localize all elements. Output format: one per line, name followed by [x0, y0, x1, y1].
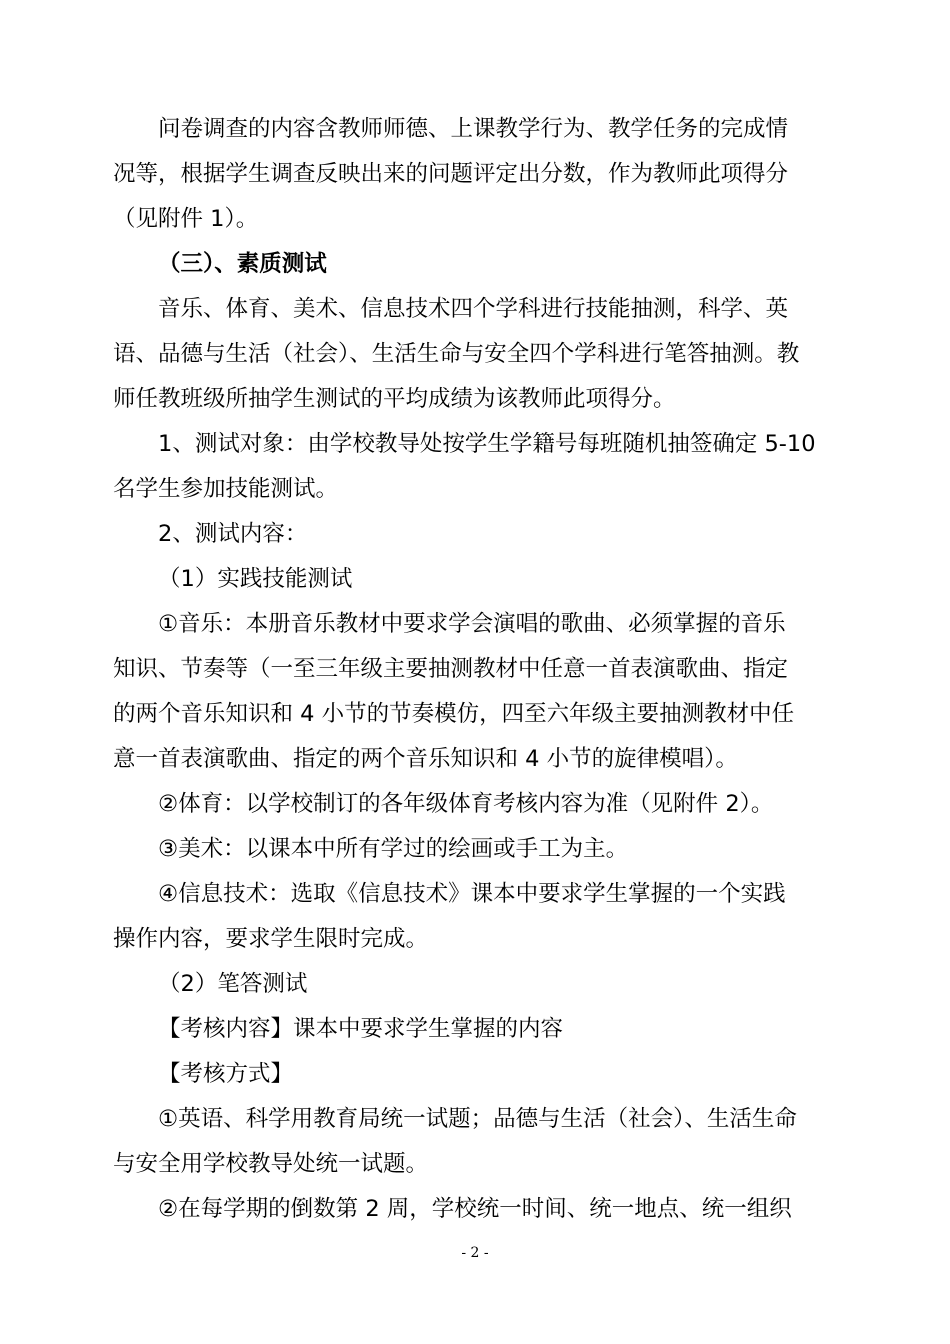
- paragraph-line: 知识、节奏等（一至三年级主要抽测教材中任意一首表演歌曲、指定: [113, 656, 789, 682]
- paragraph-line: 音乐、体育、美术、信息技术四个学科进行技能抽测，科学、英: [158, 296, 789, 322]
- paragraph-line: 【考核方式】: [158, 1061, 294, 1087]
- subsection-heading: （1）实践技能测试: [158, 566, 353, 592]
- paragraph-line: 意一首表演歌曲、指定的两个音乐知识和 4 小节的旋律模唱）。: [113, 746, 738, 772]
- paragraph-line: 操作内容，要求学生限时完成。: [113, 926, 429, 952]
- paragraph-line: 1、测试对象：由学校教导处按学生学籍号每班随机抽签确定 5-10: [158, 431, 816, 457]
- paragraph-line: ③美术：以课本中所有学过的绘画或手工为主。: [158, 836, 629, 862]
- paragraph-line: ②体育：以学校制订的各年级体育考核内容为准（见附件 2）。: [158, 791, 774, 817]
- paragraph-line: 语、品德与生活（社会）、生活生命与安全四个学科进行笔答抽测。教: [113, 341, 800, 367]
- section-heading: （三）、素质测试: [158, 251, 327, 277]
- paragraph-line: 的两个音乐知识和 4 小节的节奏模仿，四至六年级主要抽测教材中任: [113, 701, 795, 727]
- paragraph-line: 名学生参加技能测试。: [113, 476, 339, 502]
- document-body: [113, 107, 838, 1232]
- page-number: - 2 -: [461, 1245, 489, 1261]
- paragraph-line: 况等，根据学生调查反映出来的问题评定出分数，作为教师此项得分: [113, 161, 789, 187]
- paragraph-line: 2、测试内容：: [158, 521, 308, 547]
- paragraph-line: ②在每学期的倒数第 2 周，学校统一时间、统一地点、统一组织: [158, 1196, 792, 1222]
- subsection-heading: （2）笔答测试: [158, 971, 308, 997]
- paragraph-line: ①音乐：本册音乐教材中要求学会演唱的歌曲、必须掌握的音乐: [158, 611, 786, 637]
- paragraph-line: 师任教班级所抽学生测试的平均成绩为该教师此项得分。: [113, 386, 676, 412]
- paragraph-line: （见附件 1）。: [113, 206, 259, 232]
- paragraph-line: 【考核内容】课本中要求学生掌握的内容: [158, 1016, 564, 1042]
- paragraph-line: ④信息技术：选取《信息技术》课本中要求学生掌握的一个实践: [158, 881, 786, 907]
- paragraph-line: 与安全用学校教导处统一试题。: [113, 1151, 429, 1177]
- paragraph-line: ①英语、科学用教育局统一试题；品德与生活（社会）、生活生命: [158, 1106, 797, 1132]
- paragraph-line: 问卷调查的内容含教师师德、上课教学行为、教学任务的完成情: [158, 116, 789, 142]
